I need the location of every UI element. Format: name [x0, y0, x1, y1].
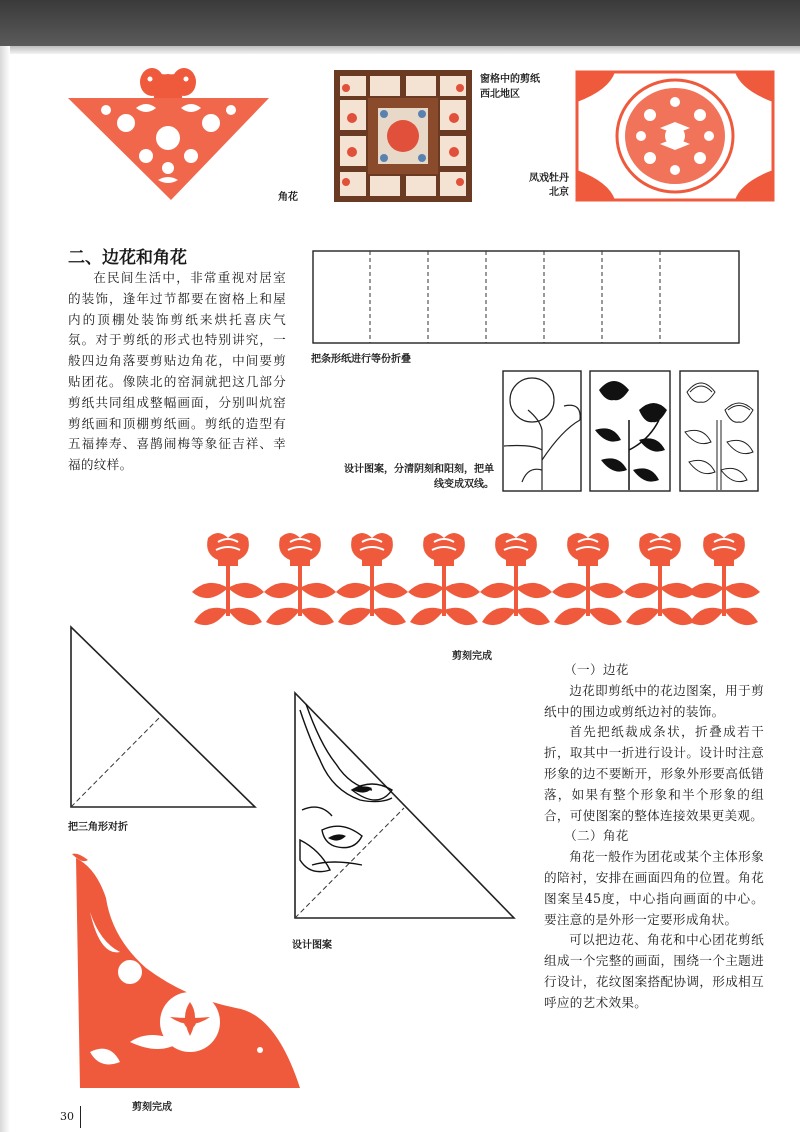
peony-papercut-icon: [575, 70, 775, 202]
paragraph-border-steps: 首先把纸裁成条状，折叠成若干折，取其中一折进行设计。设计时注意形象的边不要断开，形象外形要高低错落，如果有整个形象和半个形象的组合，可使图案的整体连接效果更美观。: [544, 724, 764, 823]
right-column-text: [544, 660, 764, 1014]
caption-window-title: 窗格中的剪纸: [480, 74, 540, 85]
window-papercut-icon: [334, 70, 472, 202]
border-papercut-icon: [188, 524, 760, 636]
caption-window-region: 西北地区: [480, 89, 520, 100]
paragraph-corner-definition: 角花一般作为团花或某个主体形象的陪衬，安排在画面四角的位置。角花图案呈45度，中心指向画面的中心。要注意的是外形一定要形成角状。: [544, 849, 764, 927]
caption-border-done: 剪刻完成: [452, 651, 492, 662]
corner-papercut-icon: [66, 68, 271, 203]
subheading-border-flower: （一）边花: [564, 662, 629, 677]
caption-peony-title: 凤戏牡丹: [529, 173, 569, 184]
page-number: 30: [60, 1110, 74, 1123]
triangle-fold-diagram: [68, 625, 258, 810]
section-title: 二、边花和角花: [68, 248, 187, 268]
design-triangle-diagram: [292, 690, 517, 922]
scan-left-shade: [0, 46, 10, 1132]
design-sketch-black-white: [589, 370, 671, 492]
scan-top-bar: [0, 0, 800, 46]
section-intro: [68, 268, 286, 476]
paragraph-combination: 可以把边花、角花和中心团花剪纸组成一个完整的画面，围绕一个主题进行设计，花纹图案搭配协调，形成相互呼应的艺术效果。: [544, 932, 764, 1010]
caption-corner-done: 剪刻完成: [132, 1102, 172, 1113]
caption-fold-strip: 把条形纸进行等份折叠: [311, 354, 411, 365]
caption-jiaohua: 角花: [278, 192, 298, 203]
intro-paragraph: 在民间生活中，非常重视对居室的装饰，逢年过节都要在窗格上和屋内的顶棚处装饰剪纸来烘托喜庆气氛。对于剪纸的形式也特别讲究，一般四边角落要剪贴边角花，中间要剪贴团花。像陕北的窑洞就把这几部分剪纸共同组成整幅画面，分别叫炕窑剪纸画和顶棚剪纸画。剪纸的造型有五福捧寿、喜鹊闹梅等象征吉祥、幸福的纹样。: [68, 270, 286, 473]
subheading-corner-flower: （二）角花: [564, 828, 629, 844]
page-number-rule: [80, 1106, 81, 1128]
bird-corner-papercut-icon: [70, 852, 310, 1092]
paragraph-border-definition: 边花即剪纸中的花边图案，用于剪纸中的围边或剪纸边衬的装饰。: [544, 682, 764, 719]
design-sketch-double-line: [679, 370, 759, 492]
caption-peony-region: 北京: [549, 187, 569, 198]
caption-design-pattern: 设计图案，分清阴刻和阳刻，把单线变成双线。: [344, 464, 494, 490]
caption-design-label: 设计图案: [292, 940, 332, 951]
caption-fold-triangle: 把三角形对折: [68, 822, 128, 833]
design-sketch-outline: [502, 370, 582, 492]
folded-strip-diagram: [312, 250, 740, 344]
scan-top-shade: [0, 46, 800, 54]
